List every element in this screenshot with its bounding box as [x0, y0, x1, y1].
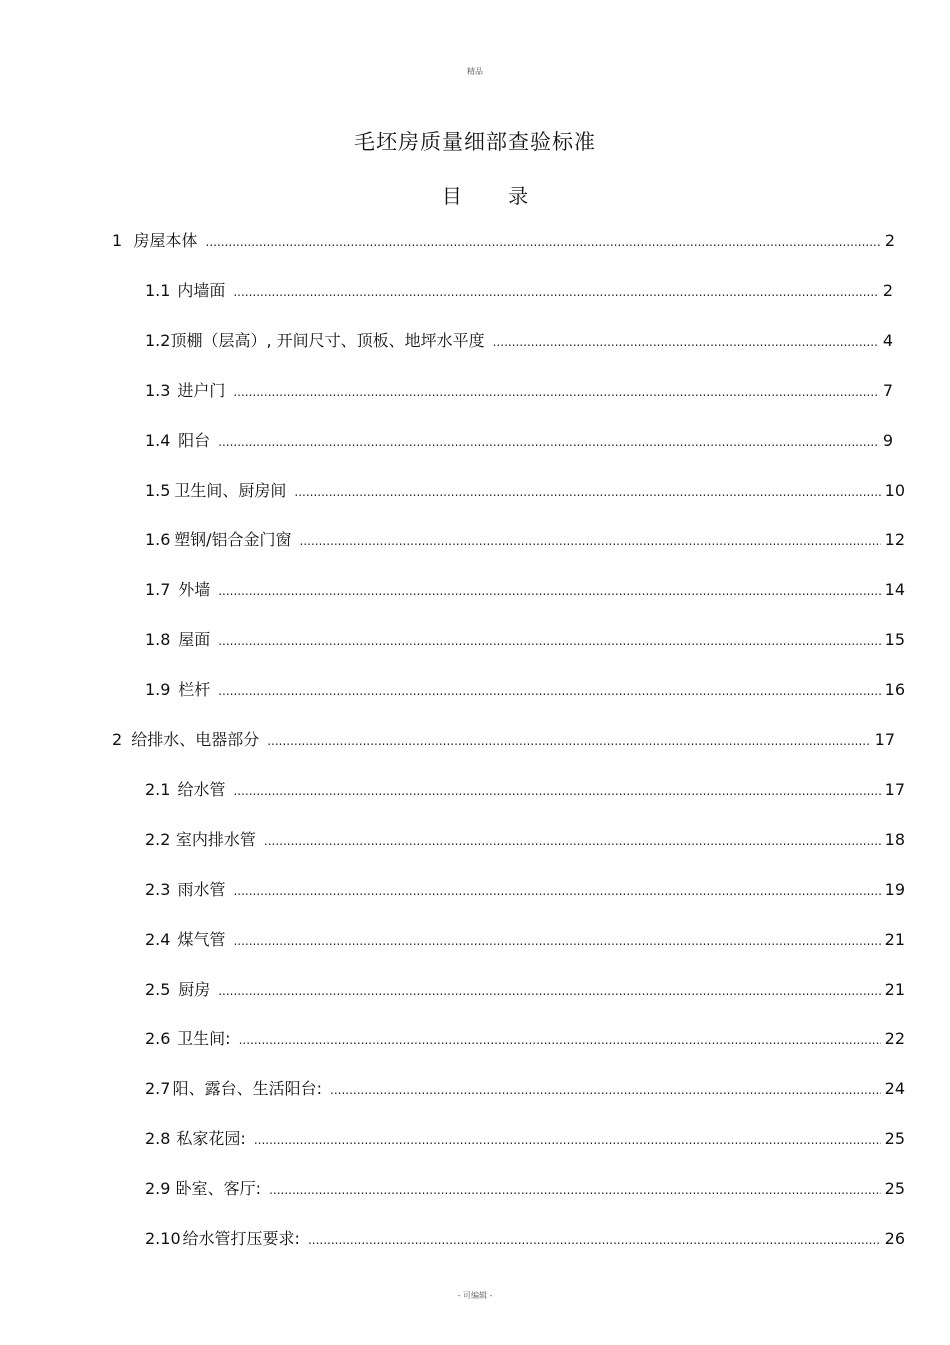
toc-leader-dots [233, 379, 878, 405]
toc-entry-page: 12 [884, 530, 905, 549]
toc-entry-page: 2 [884, 231, 895, 250]
toc-entry[interactable] [112, 228, 895, 254]
toc-entry-page: 7 [882, 381, 893, 400]
toc-leader-dots [254, 1127, 881, 1153]
toc-entry[interactable] [145, 927, 905, 953]
toc-entry-label: 卫生间、厨房间 [174, 481, 287, 500]
toc-entry-number: 1.6 [145, 530, 171, 549]
toc-leader-dots [218, 678, 880, 704]
toc-entry[interactable] [145, 378, 893, 404]
toc-entry-label: 进户门 [177, 381, 226, 400]
document-title: 毛坯房质量细部查验标准 [354, 130, 596, 154]
toc-leader-dots [308, 1227, 881, 1253]
toc-entry[interactable] [145, 1026, 905, 1052]
toc-leader-dots [218, 978, 880, 1004]
toc-leader-dots [300, 528, 881, 554]
toc-entry-number: 2.10 [145, 1229, 181, 1248]
toc-entry-label: 栏杆 [178, 680, 211, 699]
toc-entry[interactable] [145, 677, 905, 703]
toc-leader-dots [264, 828, 881, 854]
toc-entry-page: 9 [882, 431, 893, 450]
toc-entry-number: 1.9 [145, 680, 171, 699]
toc-entry-label: 私家花园: [176, 1129, 246, 1148]
toc-entry-page: 4 [882, 331, 893, 350]
toc-entry[interactable] [145, 478, 905, 504]
toc-entry-label: 厨房 [178, 980, 211, 999]
toc-leader-dots [294, 479, 880, 505]
toc-entry[interactable] [145, 1176, 905, 1202]
toc-entry-page: 17 [884, 780, 905, 799]
toc-entry-page: 22 [884, 1029, 905, 1048]
toc-heading: 目 录 [441, 184, 529, 208]
toc-entry[interactable] [145, 977, 905, 1003]
toc-entry-page: 15 [884, 630, 905, 649]
toc-entry-number: 1.3 [145, 381, 171, 400]
toc-entry-number: 2.4 [145, 930, 171, 949]
toc-entry-label: 塑钢/铝合金门窗 [174, 530, 292, 549]
toc-entry-label: 房屋本体 [133, 231, 198, 250]
toc-entry-label: 给水管打压要求: [182, 1229, 300, 1248]
toc-leader-dots [206, 229, 881, 255]
toc-entry[interactable] [145, 328, 893, 354]
toc-entry-label: 阳、露台、生活阳台: [172, 1079, 322, 1098]
toc-entry-label: 给水管 [177, 780, 226, 799]
toc-leader-dots [330, 1077, 881, 1103]
toc-entry-page: 17 [874, 730, 895, 749]
toc-entry-label: 卫生间: [177, 1029, 231, 1048]
toc-entry-page: 18 [884, 830, 905, 849]
toc-entry-label: 阳台 [178, 431, 211, 450]
toc-entry[interactable] [145, 777, 905, 803]
toc-entry-label: 室内排水管 [175, 830, 256, 849]
toc-leader-dots [239, 1027, 881, 1053]
toc-entry[interactable] [145, 1226, 905, 1252]
toc-entry-number: 1.7 [145, 580, 171, 599]
toc-entry-number: 2.1 [145, 780, 171, 799]
toc-leader-dots [218, 628, 880, 654]
toc-entry-page: 21 [884, 930, 905, 949]
toc-entry-page: 24 [884, 1079, 905, 1098]
toc-entry-page: 2 [882, 281, 893, 300]
toc-entry-page: 21 [884, 980, 905, 999]
toc-leader-dots [218, 578, 880, 604]
toc-entry-label: 雨水管 [177, 880, 226, 899]
toc-entry-number: 2.8 [145, 1129, 171, 1148]
toc-entry[interactable] [145, 577, 905, 603]
toc-entry-number: 2.9 [145, 1179, 171, 1198]
toc-entry-page: 19 [884, 880, 905, 899]
toc-entry-number: 1.4 [145, 431, 171, 450]
toc-entry[interactable] [145, 428, 893, 454]
toc-entry[interactable] [145, 527, 905, 553]
toc-entry-number: 2.2 [145, 830, 171, 849]
page-footer: - 可编辑 - [457, 1291, 493, 1300]
toc-entry[interactable] [145, 877, 905, 903]
toc-entry-label: 外墙 [178, 580, 211, 599]
toc-entry-number: 2 [112, 730, 123, 749]
toc-leader-dots [218, 429, 879, 455]
toc-entry-label: 内墙面 [177, 281, 226, 300]
toc-entry-number: 1 [112, 231, 123, 250]
toc-entry-page: 25 [884, 1129, 905, 1148]
toc-entry-label: 给排水、电器部分 [131, 730, 260, 749]
toc-entry-number: 1.2 [145, 331, 171, 350]
toc-leader-dots [233, 928, 880, 954]
toc-entry-page: 10 [884, 481, 905, 500]
toc-entry-number: 1.8 [145, 630, 171, 649]
toc-entry[interactable] [112, 727, 895, 753]
toc-leader-dots [233, 778, 880, 804]
page-header: 精品 [467, 67, 483, 76]
toc-leader-dots [269, 1177, 881, 1203]
toc-entry[interactable] [145, 1126, 905, 1152]
toc-entry-number: 2.7 [145, 1079, 171, 1098]
toc-leader-dots [267, 728, 870, 754]
toc-entry[interactable] [145, 627, 905, 653]
toc-entry-number: 1.5 [145, 481, 171, 500]
toc-entry-page: 26 [884, 1229, 905, 1248]
toc-entry[interactable] [145, 1076, 905, 1102]
toc-entry-number: 2.3 [145, 880, 171, 899]
toc-leader-dots [493, 329, 879, 355]
toc-entry-page: 14 [884, 580, 905, 599]
toc-entry-number: 2.6 [145, 1029, 171, 1048]
toc-entry[interactable] [145, 278, 893, 304]
toc-entry-page: 25 [884, 1179, 905, 1198]
toc-entry-number: 1.1 [145, 281, 171, 300]
toc-leader-dots [233, 878, 880, 904]
toc-entry-page: 16 [884, 680, 905, 699]
toc-entry-label: 卧室、客厅: [175, 1179, 262, 1198]
toc-entry-label: 煤气管 [177, 930, 226, 949]
toc-entry-label: 屋面 [178, 630, 211, 649]
toc-entry[interactable] [145, 827, 905, 853]
toc-entry-number: 2.5 [145, 980, 171, 999]
toc-entry-label: 顶棚（层高）, 开间尺寸、顶板、地坪水平度 [170, 331, 485, 350]
toc-leader-dots [233, 279, 878, 305]
